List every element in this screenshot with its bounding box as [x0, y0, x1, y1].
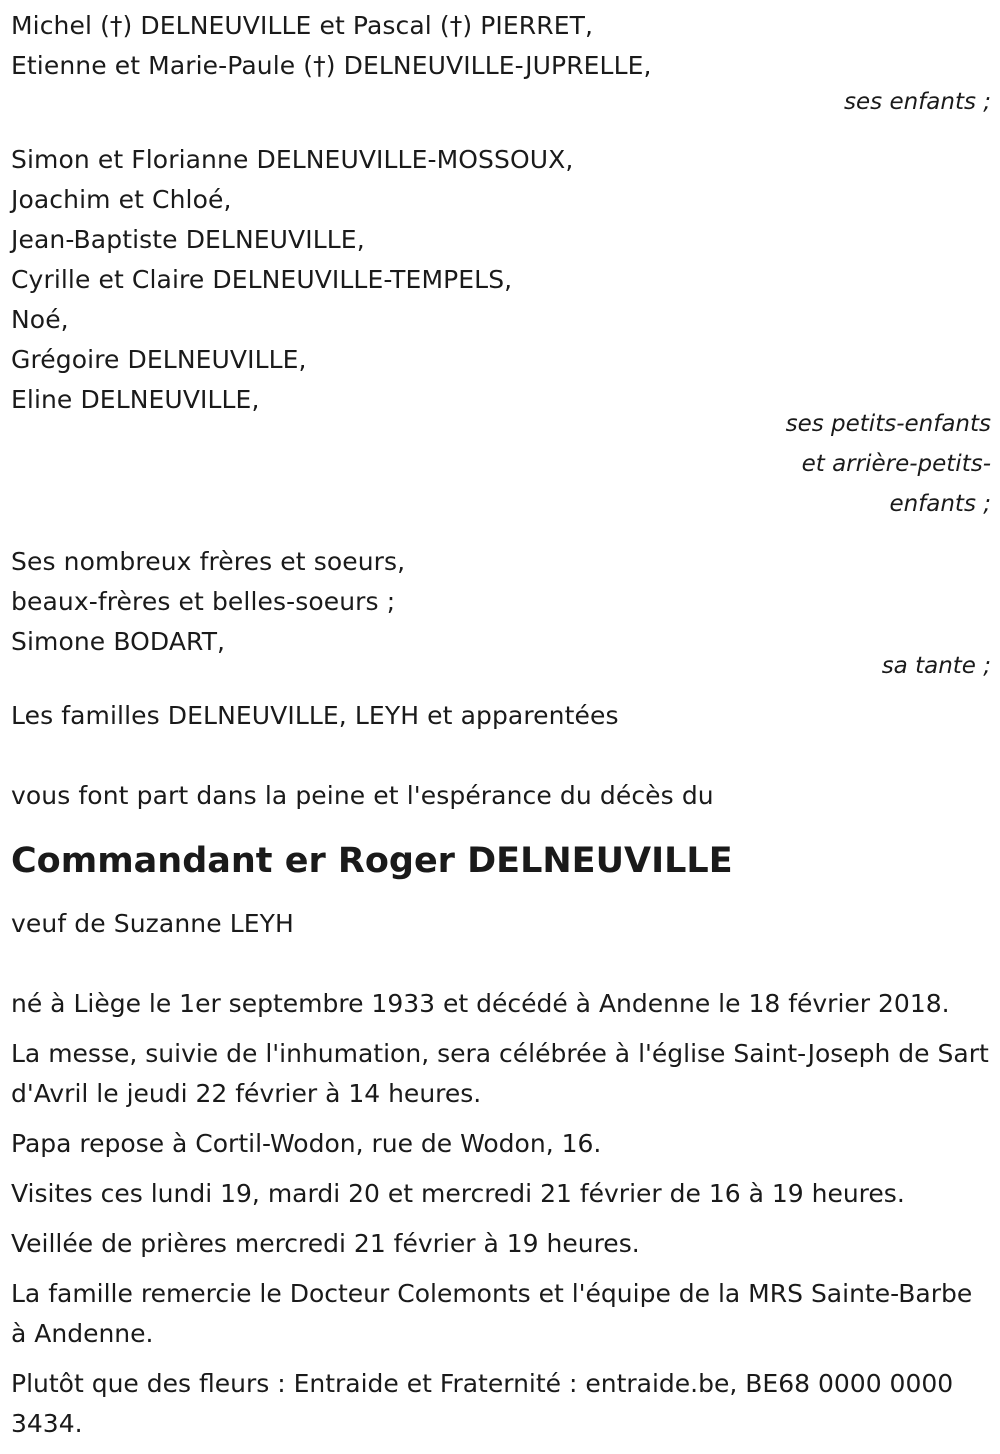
deceased-name: Commandant er Roger DELNEUVILLE	[11, 841, 733, 881]
siblings-line: Ses nombreux frères et soeurs,	[11, 547, 406, 576]
grandchildren-role: et arrière-petits-	[801, 451, 991, 477]
grandchild-line: Noé,	[11, 305, 69, 334]
grandchildren-role: ses petits-enfants	[785, 411, 991, 437]
children-line: Etienne et Marie-Paule (†) DELNEUVILLE-JUPRELLE,	[11, 51, 652, 80]
details-block	[11, 984, 991, 1444]
aunt-role: sa tante ;	[881, 653, 991, 679]
children-role: ses enfants ;	[844, 89, 991, 115]
grandchild-line: Eline DELNEUVILLE,	[11, 385, 260, 414]
grandchild-line: Cyrille et Claire DELNEUVILLE-TEMPELS,	[11, 265, 513, 294]
donation-paragraph: Plutôt que des fleurs : Entraide et Fraternité : entraide.be, BE68 0000 0000 3434.	[11, 1369, 954, 1438]
siblings-line: beaux-frères et belles-soeurs ;	[11, 587, 396, 616]
mass-paragraph: La messe, suivie de l'inhumation, sera célébrée à l'église Saint-Joseph de Sart d'Avril le jeudi 22 février à 14 heures.	[11, 1039, 989, 1108]
grandchild-line: Simon et Florianne DELNEUVILLE-MOSSOUX,	[11, 145, 574, 174]
repose-paragraph: Papa repose à Cortil-Wodon, rue de Wodon, 16.	[11, 1129, 602, 1158]
siblings-line: Simone BODART,	[11, 627, 226, 656]
children-block	[11, 6, 991, 122]
grandchildren-block	[11, 140, 991, 524]
widower-line: veuf de Suzanne LEYH	[11, 909, 294, 938]
visits-paragraph: Visites ces lundi 19, mardi 20 et mercredi 21 février de 16 à 19 heures.	[11, 1179, 905, 1208]
siblings-block	[11, 542, 991, 686]
birth-death-paragraph: né à Liège le 1er septembre 1933 et décédé à Andenne le 18 février 2018.	[11, 989, 950, 1018]
children-line: Michel (†) DELNEUVILLE et Pascal (†) PIERRET,	[11, 11, 594, 40]
announcement-text: vous font part dans la peine et l'espérance du décès du	[11, 781, 714, 810]
vigil-paragraph: Veillée de prières mercredi 21 février à 19 heures.	[11, 1229, 640, 1258]
obituary-notice	[11, 6, 991, 1454]
grandchild-line: Grégoire DELNEUVILLE,	[11, 345, 307, 374]
families-line: Les familles DELNEUVILLE, LEYH et apparentées	[11, 701, 619, 730]
grandchild-line: Jean-Baptiste DELNEUVILLE,	[11, 225, 365, 254]
grandchild-line: Joachim et Chloé,	[11, 185, 232, 214]
grandchildren-role: enfants ;	[889, 491, 991, 517]
thanks-paragraph: La famille remercie le Docteur Colemonts et l'équipe de la MRS Sainte-Barbe à Andenne.	[11, 1279, 973, 1348]
